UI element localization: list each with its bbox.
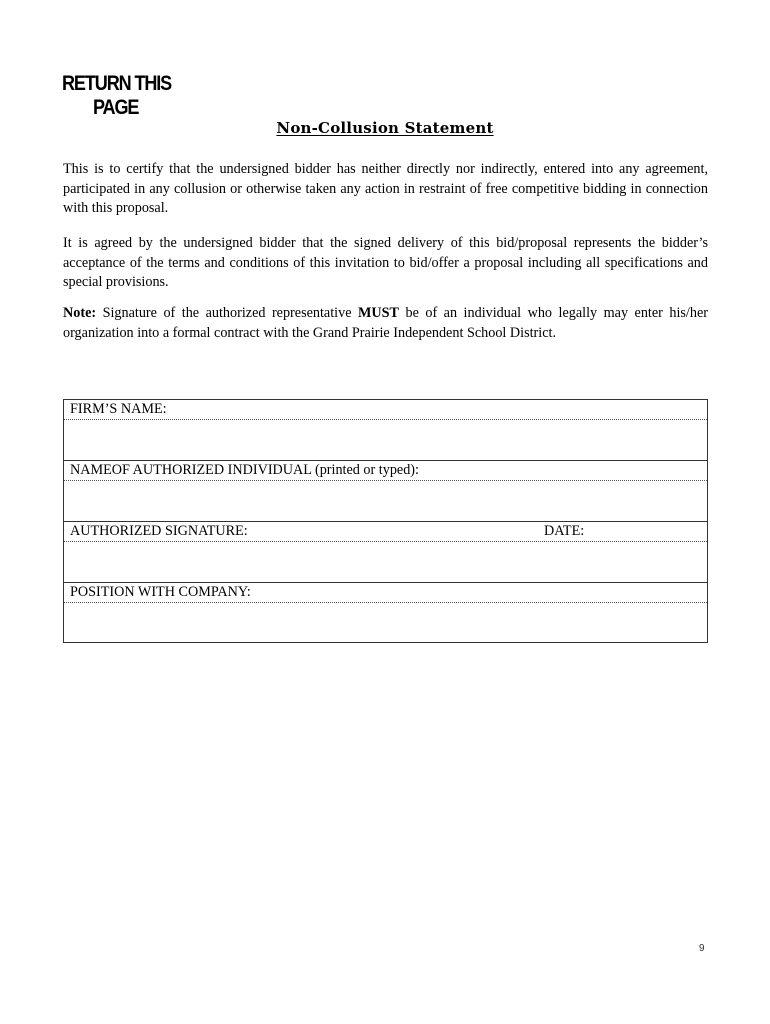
authorized-individual-label: NAMEOF AUTHORIZED INDIVIDUAL (printed or typed):	[64, 461, 707, 481]
page-number: 9	[699, 943, 705, 954]
signature-form-table	[63, 399, 708, 643]
position-label: POSITION WITH COMPANY:	[64, 583, 707, 603]
authorized-signature-row	[64, 522, 707, 542]
note-text-a: Signature of the authorized representative	[96, 305, 358, 321]
certification-paragraph: This is to certify that the undersigned bidder has neither directly nor indirectly, entered into any agreement, participated in any collusion or otherwise taken any action in restraint of free competitive bidding in connection with this proposal.	[63, 161, 708, 216]
firm-name-label: FIRM’S NAME:	[64, 400, 707, 420]
document-title-text: Non-Collusion Statement	[276, 119, 494, 137]
date-label: DATE:	[544, 523, 585, 539]
return-heading-line1: RETURN THIS	[62, 72, 172, 95]
note-paragraph	[63, 304, 708, 343]
authorized-individual-field[interactable]	[64, 481, 707, 522]
position-field[interactable]	[64, 603, 707, 642]
authorized-signature-field[interactable]	[64, 542, 707, 583]
firm-name-field[interactable]	[64, 420, 707, 461]
agreement-paragraph: It is agreed by the undersigned bidder that the signed delivery of this bid/proposal represents the bidder’s acceptance of the terms and conditions of this invitation to bid/offer a proposal including all specifications and special provisions.	[63, 235, 708, 290]
return-heading-line2: PAGE	[92, 96, 139, 119]
note-label: Note:	[63, 305, 97, 321]
note-text-b: be of an individual who legally may enter his/her organization into a formal contract with the Grand Prairie Independent School District.	[63, 305, 708, 341]
note-must: MUST	[358, 305, 399, 321]
authorized-signature-label: AUTHORIZED SIGNATURE:	[70, 523, 248, 539]
return-this-page-heading	[62, 72, 182, 120]
document-title	[0, 119, 770, 137]
